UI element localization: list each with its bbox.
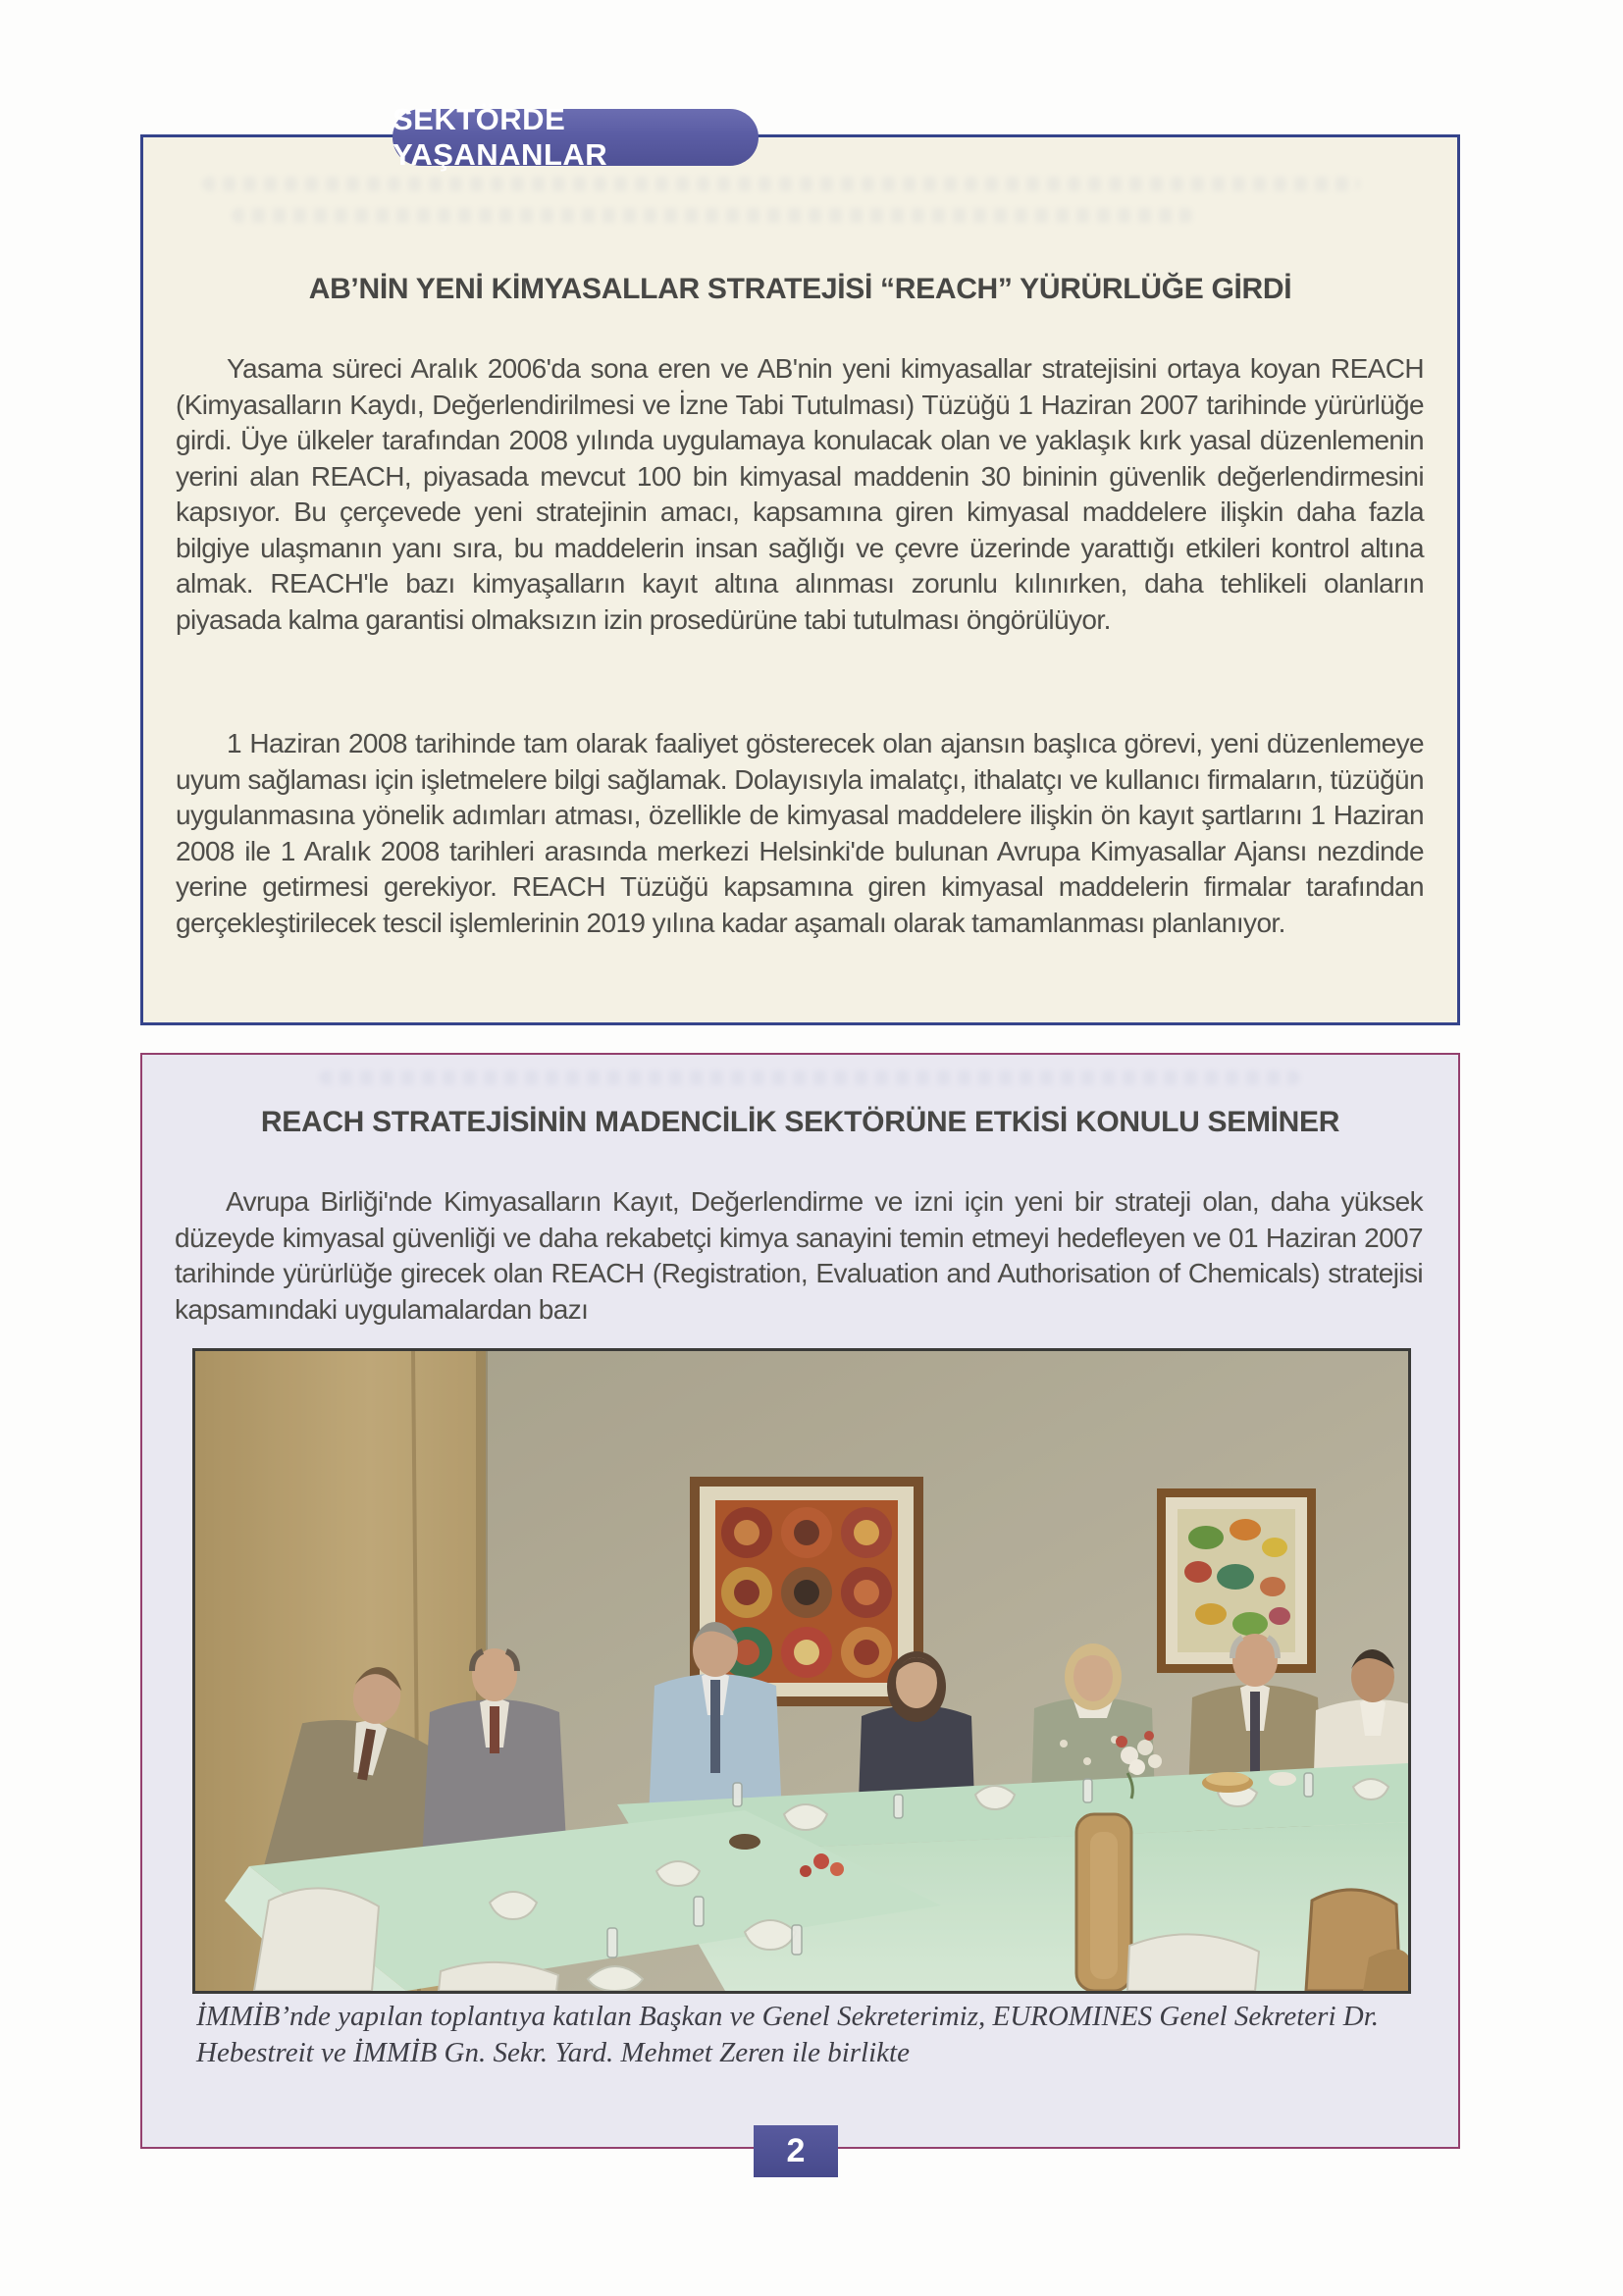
seminar-photo [192,1348,1411,1994]
bleed-through-artifact [232,208,1193,223]
article-seminar [140,1053,1460,2149]
section-banner-label: SEKTÖRDE YAŞANANLAR [393,102,608,172]
article1-title: AB’NİN YENİ KİMYASALLAR STRATEJİSİ “REACH” YÜRÜRLÜĞE GİRDİ [308,273,1292,305]
page-number-badge: 2 [754,2125,838,2177]
photo-tint-overlay [195,1351,1408,1991]
photo-caption: İMMİB’nde yapılan toplantıya katılan Başkan ve Genel Sekreterimiz, EUROMINES Genel Sekreteri Dr. Hebestreit ve İMMİB Gn. Sekr. Yard. Mehmet Zeren ile birlikte [196,2001,1380,2068]
bleed-through-artifact [319,1070,1300,1085]
article-reach-regulation [140,134,1460,1025]
article2-title: REACH STRATEJİSİNİN MADENCİLİK SEKTÖRÜNE ETKİSİ KONULU SEMİNER [260,1106,1340,1138]
bleed-through-artifact [202,177,1360,191]
article2-paragraph: Avrupa Birliği'nde Kimyasalların Kayıt, Değerlendirme ve izni için yeni bir strateji olan, daha yüksek düzeyde kimyasal güvenliği ve daha rekabetçi kimya sanayini temin etmeyi hedefleyen ve 01 Haziran 2007 tarihinde yürürlüğe girecek olan REACH (Registration, Evaluation and Authorisation of Chemicals) stratejisi kapsamındaki uygulamalardan bazı [175,1186,1423,1325]
section-banner [393,102,759,172]
seminar-photo-scene [195,1351,1408,1991]
article1-paragraph-2: 1 Haziran 2008 tarihinde tam olarak faaliyet gösterecek olan ajansın başlıca görevi, yeni düzenlemeye uyum sağlaması için işletmelere bilgi sağlamak. Dolayısıyla imalatçı, ithalatçı ve kullanıcı firmaların, tüzüğün uygulanmasına yönelik adımları atması, özellikle de kimyasal maddelere ilişkin ön kayıt şartlarını 1 Haziran 2008 ile 1 Aralık 2008 tarihleri arasında merkezi Helsinki'de bulunan Avrupa Kimyasallar Ajansı nezdinde yerine getirmesi gerekiyor. REACH Tüzüğü kapsamına giren kimyasal maddelerin firmalar tarafından gerçekleştirilecek tescil işlemlerinin 2019 yılına kadar aşamalı olarak tamamlanması planlanıyor. [176,728,1424,938]
article1-paragraph-1: Yasama süreci Aralık 2006'da sona eren ve AB'nin yeni kimyasallar stratejisini ortaya koyan REACH (Kimyasalların Kaydı, Değerlendirilmesi ve İzne Tabi Tutulması) Tüzüğü 1 Haziran 2007 tarihinde yürürlüğe girdi. Üye ülkeler tarafından 2008 yılında uygulamaya konulacak olan ve yaklaşık kırk yasal düzenlemenin yerini alan REACH, piyasada mevcut 100 bin kimyasal maddenin 30 bininin güvenlik değerlendirmesini kapsıyor. Bu çerçevede yeni stratejinin amacı, kapsamına giren kimyasal maddelere ilişkin daha fazla bilgiye ulaşmanın yanı sıra, bu maddelerin insan sağlığı ve çevre üzerinde yarattığı etkileri kontrol altına almak. REACH'le bazı kimyaşalların kayıt altına alınması zorunlu kılınırken, daha tehlikeli olanların piyasada kalma garantisi olmaksızın izin prosedürüne tabi tutulması öngörülüyor. [176,353,1424,635]
